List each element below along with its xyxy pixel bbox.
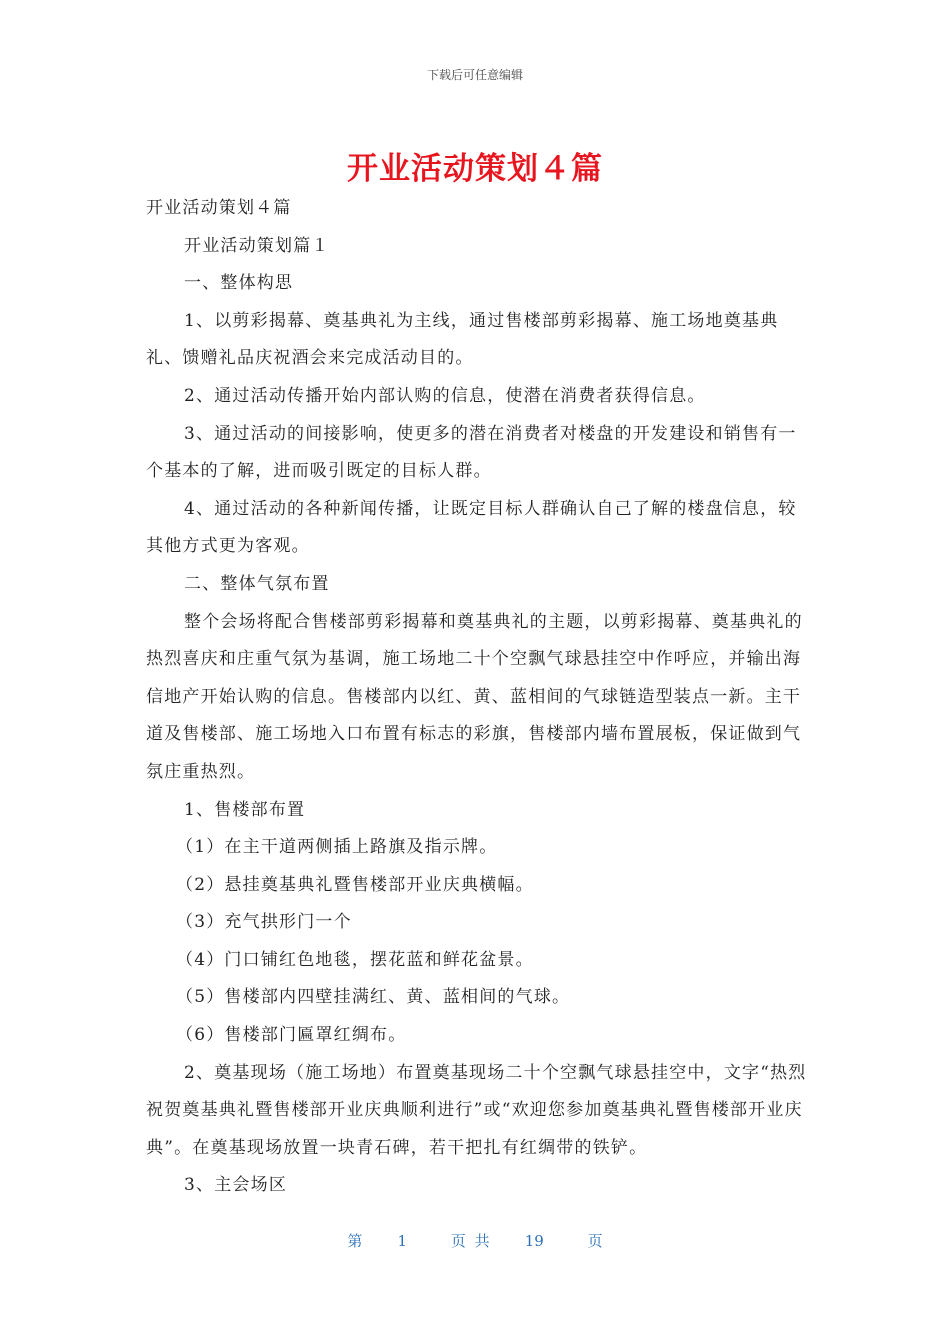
list-item: （6）售楼部门匾罩红绸布。 bbox=[176, 1025, 407, 1046]
page-label: 第 bbox=[347, 1232, 363, 1250]
page-number: 1 bbox=[397, 1232, 407, 1250]
page-header: 下载后可任意编辑 bbox=[426, 68, 523, 82]
list-item: （1）在主干道两侧插上路旗及指示牌。 bbox=[176, 837, 498, 858]
list-item: （3）充气拱形门一个 bbox=[176, 912, 352, 933]
paragraph: 整个会场将配合售楼部剪彩揭幕和奠基典礼的主题，以剪彩揭幕、奠基典礼的热烈喜庆和庄重气氛为基调，施工场地二十个空飘气球悬挂空中作呼应，并输出海信地产开始认购的信息。售楼部内以红、黄、蓝相间的气球链造型装点一新。主干道及售楼部、施工场地入口布置有标志的彩旗，售楼部内墙布置展板，保证做到气氛庄重热烈。 bbox=[146, 611, 803, 782]
page-end-label: 页 bbox=[587, 1232, 603, 1250]
paragraph: 4、通过活动的各种新闻传播，让既定目标人群确认自己了解的楼盘信息，较其他方式更为客观。 bbox=[146, 498, 797, 557]
list-item: （2）悬挂奠基典礼暨售楼部开业庆典横幅。 bbox=[176, 874, 534, 895]
paragraph: 2、通过活动传播开始内部认购的信息，使潜在消费者获得信息。 bbox=[184, 385, 706, 406]
list-item: （5）售楼部内四壁挂满红、黄、蓝相间的气球。 bbox=[176, 987, 571, 1008]
paragraph-heading: 1、售楼部布置 bbox=[184, 799, 306, 820]
page-footer bbox=[0, 1230, 950, 1251]
page-total: 19 bbox=[524, 1232, 544, 1250]
list-item: （4）门口铺红色地毯，摆花蓝和鲜花盆景。 bbox=[176, 949, 534, 970]
paragraph-section-title: 开业活动策划篇１ bbox=[184, 235, 330, 256]
document-body bbox=[146, 190, 810, 1205]
paragraph: 2、奠基现场（施工场地）布置奠基现场二十个空飘气球悬挂空中，文字“热烈祝贺奠基典礼暨售楼部开业庆典顺利进行”或“欢迎您参加奠基典礼暨售楼部开业庆典”。在奠基现场放置一块青石碑，若干把扎有红绸带的铁铲。 bbox=[146, 1062, 807, 1158]
paragraph: 3、通过活动的间接影响，使更多的潜在消费者对楼盘的开发建设和销售有一个基本的了解，进而吸引既定的目标人群。 bbox=[146, 423, 797, 482]
paragraph-subtitle: 开业活动策划４篇 bbox=[146, 198, 292, 218]
document-title: 开业活动策划４篇 bbox=[347, 151, 603, 187]
paragraph-heading: 一、整体构思 bbox=[184, 273, 294, 294]
paragraph: 1、以剪彩揭幕、奠基典礼为主线，通过售楼部剪彩揭幕、施工场地奠基典礼、馈赠礼品庆祝酒会来完成活动目的。 bbox=[146, 310, 779, 369]
paragraph-heading: 3、主会场区 bbox=[184, 1175, 288, 1196]
page-of-label: 页 共 bbox=[450, 1232, 490, 1250]
paragraph-heading: 二、整体气氛布置 bbox=[184, 573, 330, 594]
